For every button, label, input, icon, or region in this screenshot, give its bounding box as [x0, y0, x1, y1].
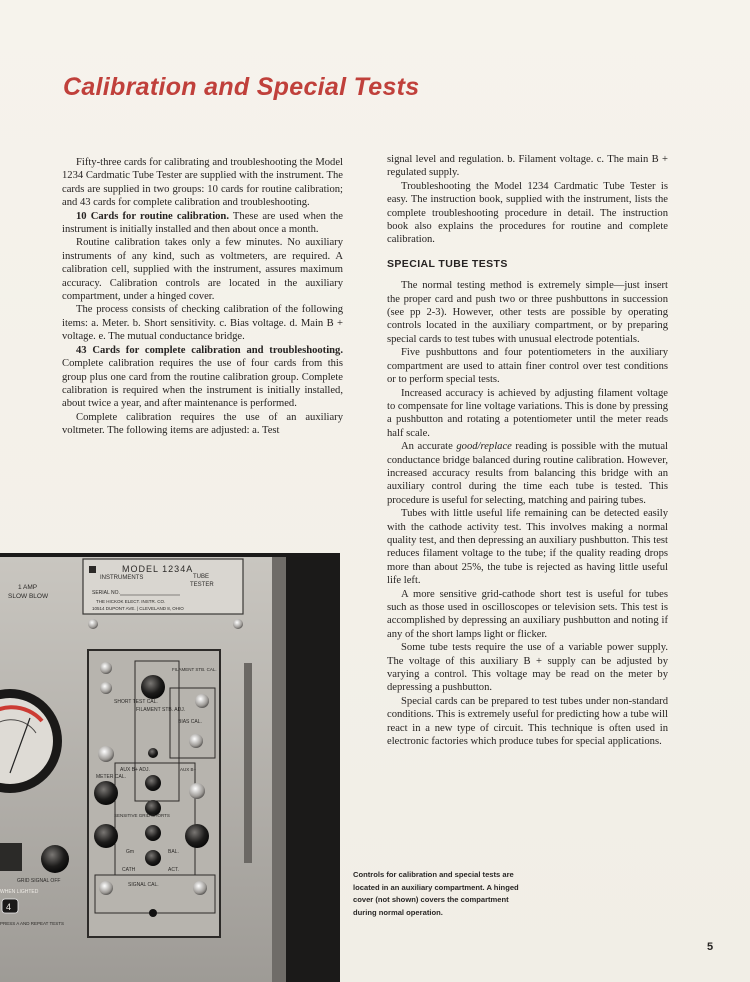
svg-text:TESTER: TESTER	[190, 582, 214, 588]
paragraph: 43 Cards for complete calibration and troubleshooting. Complete calibration requires the use of four cards from this group plus one card from the routine calibration group. Complete calibration is required when the instrument is initially installed, about twice a year, and after maintenance is performed.	[62, 344, 343, 410]
svg-text:1 AMP: 1 AMP	[18, 584, 38, 591]
svg-text:SHORT TEST CAL.: SHORT TEST CAL.	[114, 699, 158, 705]
svg-text:INSTRUMENTS: INSTRUMENTS	[100, 575, 144, 581]
paragraph: signal level and regulation. b. Filament voltage. c. The main B + regulated supply.	[387, 154, 668, 179]
left-column	[62, 156, 343, 438]
paragraph: An accurate good/replace reading is possible with the mutual conductance bridge balanced during routine calibration. However, increased accuracy results from balancing this bridge with an auxiliary control during the time each tube is tested. This procedure is useful for selecting, matching and pairing tubes.	[387, 441, 668, 506]
svg-text:GRID SIGNAL OFF: GRID SIGNAL OFF	[17, 878, 61, 884]
svg-text:SENSITIVE GRID SHORTS: SENSITIVE GRID SHORTS	[114, 813, 170, 818]
paragraph: Routine calibration takes only a few minutes. No auxiliary instruments of any kind, such as voltmeters, are required. A calibration cell, supplied with the instrument, assures maximum accuracy. Calibration controls are located in the auxiliary compartment, under a hinged cover.	[62, 237, 343, 303]
paragraph: Troubleshooting the Model 1234 Cardmatic Tube Tester is easy. The instruction book, supplied with the instrument, lists the complete troubleshooting procedure in detail. The instruction book also explains the procedures for routine and complete calibration.	[387, 180, 668, 246]
section-heading: SPECIAL TUBE TESTS	[387, 257, 508, 270]
paragraph: Increased accuracy is achieved by adjusting filament voltage to compensate for line voltage variations. This is done by pressing a pushbutton and rotating a potentiometer until the meter reads half scale.	[387, 387, 668, 439]
right-column	[387, 153, 668, 748]
svg-text:SLOW BLOW: SLOW BLOW	[8, 593, 49, 600]
svg-text:FILAMENT STB. CAL.: FILAMENT STB. CAL.	[172, 667, 217, 672]
page-title: Calibration and Special Tests	[63, 73, 420, 101]
paragraph: The process consists of checking calibration of the following items: a. Meter. b. Short sensitivity. c. Bias voltage. d. Main B + voltage. e. The mutual conductance bridge.	[62, 304, 343, 343]
paragraph-lead: 43 Cards for complete calibration and troubleshooting.	[76, 344, 343, 356]
svg-text:4: 4	[6, 902, 12, 912]
tube-tester-illustration	[0, 553, 340, 982]
svg-text:CATH: CATH	[122, 867, 136, 873]
svg-text:SERIAL NO.: SERIAL NO.	[92, 590, 120, 596]
svg-text:TUBE: TUBE	[193, 574, 210, 580]
svg-text:BAL.: BAL.	[168, 849, 179, 855]
svg-text:ACT.: ACT.	[168, 867, 179, 873]
svg-text:10514 DUPONT AVE. | CLEVELAND: 10514 DUPONT AVE. | CLEVELAND 8, OHIO	[92, 606, 184, 611]
paragraph-lead: 10 Cards for routine calibration.	[76, 210, 229, 222]
paragraph: The normal testing method is extremely simple—just insert the proper card and push two or three pushbuttons in succession (see pp 2-3). However, other tests are possible by operating controls located in the auxiliary compartment, or by preparing special cards to test tubes with unusual electrode potentials.	[387, 280, 668, 345]
paragraph: 10 Cards for routine calibration. These are used when the instrument is initially installed and then about once a month.	[62, 210, 343, 236]
paragraph: Special cards can be prepared to test tubes under non-standard conditions. This is extremely useful for predicting how a tube will react in a new type of circuit. This technique is often used in electronic factories which produce tubes for special applications.	[387, 695, 668, 748]
paragraph: A more sensitive grid-cathode short test is useful for tubes such as those used in oscilloscopes or television sets. This test is accomplished by depressing an auxiliary pushbutton and noting if any of the short lamps light or flicker.	[387, 588, 668, 640]
paragraph: Tubes with little useful life remaining can be detected easily with the cathode activity test. This involves making a normal quality test, and then depressing an auxiliary pushbutton. This test reduces filament voltage to the tube; if the quality reading drops more than about 25%, the tube is rejected as having little useful life left.	[387, 508, 668, 587]
svg-text:FILAMENT STB. ADJ.: FILAMENT STB. ADJ.	[136, 707, 186, 713]
svg-text:METER CAL.: METER CAL.	[96, 774, 127, 780]
paragraph: Complete calibration requires the use of an auxiliary voltmeter. The following items are adjusted: a. Test	[62, 411, 343, 437]
svg-text:PRESS A AND REPEAT TESTS: PRESS A AND REPEAT TESTS	[0, 921, 65, 926]
svg-text:WHEN LIGHTED: WHEN LIGHTED	[0, 889, 39, 895]
svg-text:MODEL 1234A: MODEL 1234A	[122, 564, 194, 574]
paragraph: Some tube tests require the use of a variable power supply. The voltage of this auxiliary B + supply can be adjusted by varying a control. This voltage may be read on the meter by depressing a pushbutton.	[387, 642, 668, 694]
auxiliary-compartment	[88, 650, 220, 937]
emphasis: good/replace	[456, 441, 512, 453]
paragraph: Five pushbuttons and four potentiometers in the auxiliary compartment are used to attain finer control over test conditions or to perform special tests.	[387, 347, 668, 386]
svg-text:AUX B+: AUX B+	[180, 767, 197, 772]
svg-text:THE HICKOK ELECT. INSTR. CO.: THE HICKOK ELECT. INSTR. CO.	[96, 599, 166, 604]
svg-text:Gm: Gm	[126, 849, 135, 855]
nameplate	[83, 559, 243, 614]
instrument-photo	[0, 553, 340, 982]
svg-text:BIAS CAL.: BIAS CAL.	[178, 719, 202, 725]
svg-text:SIGNAL CAL.: SIGNAL CAL.	[128, 882, 159, 888]
page-number: 5	[707, 941, 714, 953]
svg-text:AUX B+ ADJ.: AUX B+ ADJ.	[120, 767, 150, 773]
paragraph: Fifty-three cards for calibrating and troubleshooting the Model 1234 Cardmatic Tube Tester are supplied with the instrument. The cards are supplied in two groups: 10 cards for routine calibration; and 43 cards for complete calibration and troubleshooting.	[62, 157, 343, 209]
photo-caption: Controls for calibration and special tests are located in an auxiliary compartment. A hinged cover (not shown) covers the compartment during normal operation.	[353, 870, 519, 917]
